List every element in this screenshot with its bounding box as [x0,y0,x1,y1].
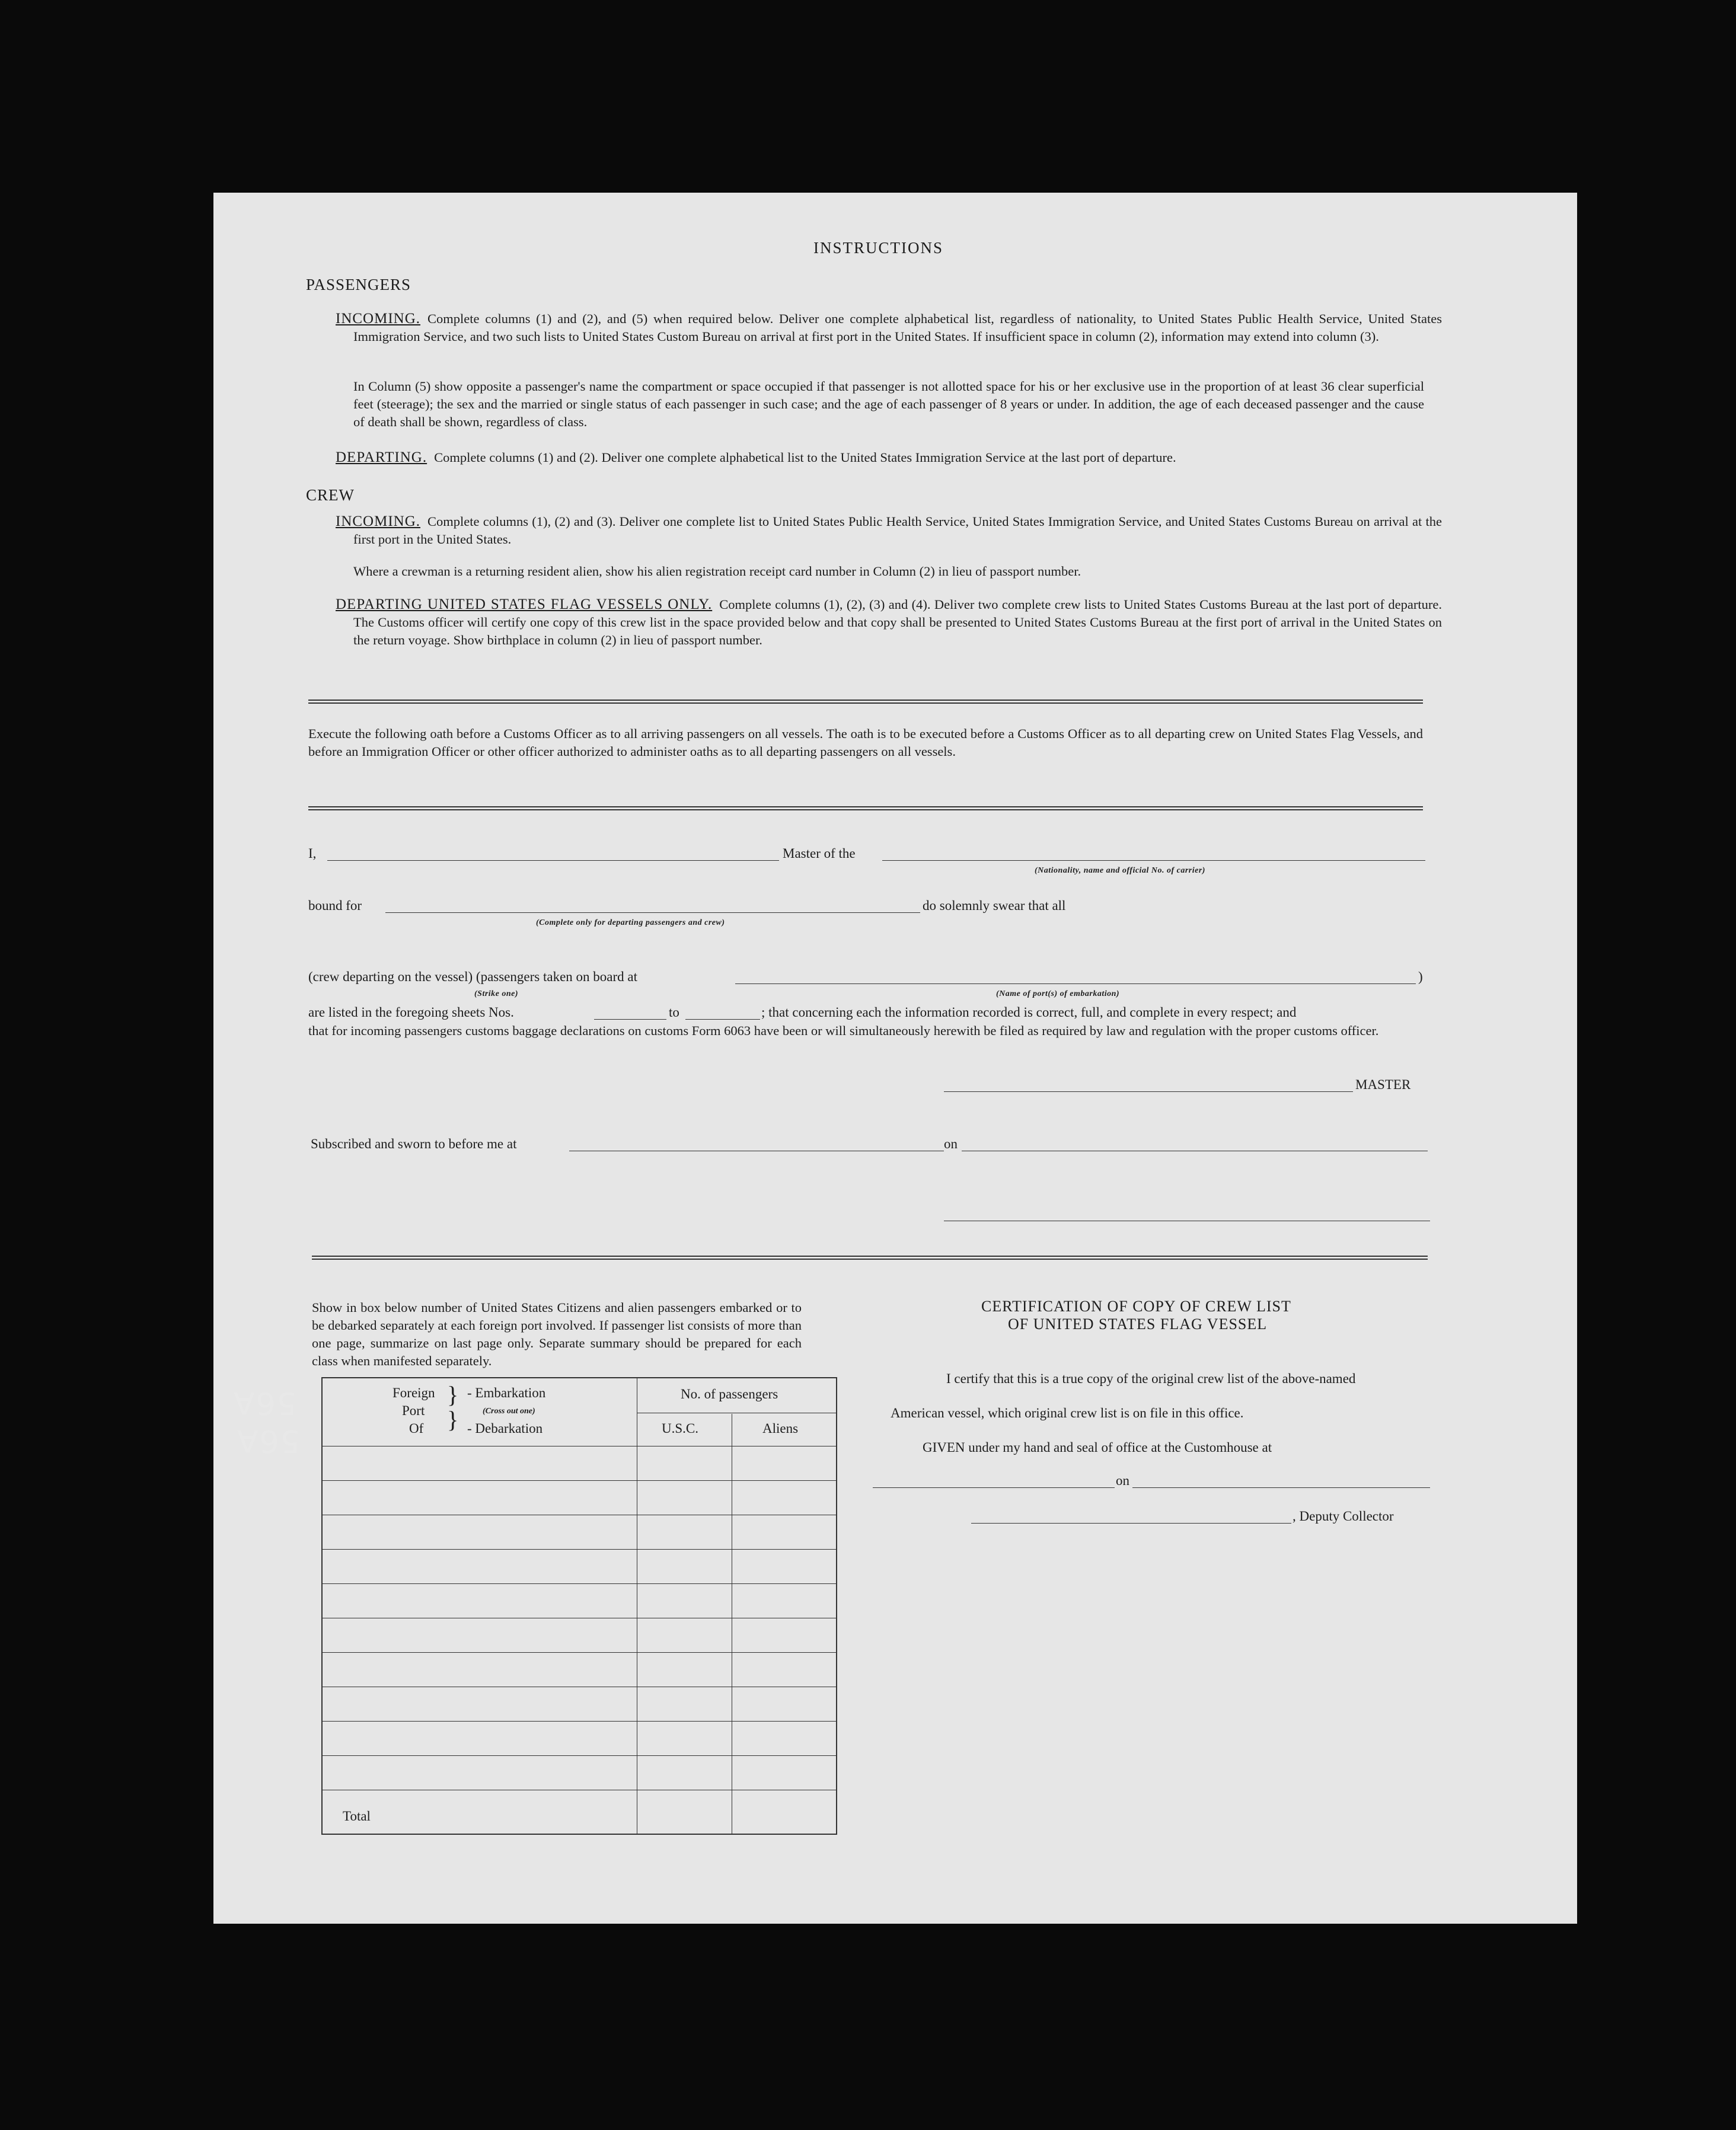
sheet-from-field[interactable] [594,1019,666,1020]
foreign-label: Foreign [392,1385,435,1400]
passengers-incoming [336,310,1442,346]
name-field[interactable] [327,860,779,861]
divider [308,700,1423,704]
page-title: INSTRUCTIONS [813,239,944,257]
oath-intro: Execute the following oath before a Customs Officer as to all arriving passengers on all vessels. The oath is to be executed before a Customs Officer as to all departing crew on United States Flag Vessels, and before an Immigration Officer or other officer authorized to administer oaths as to all departing passengers on all vessels. [308,726,1423,759]
crew-incoming-text: Complete columns (1), (2) and (3). Deliver one complete list to United States Public Health Service, United States Immigration Service, and United States Customs Bureau on arrival at the first port in the United States. [353,514,1442,547]
of-label: Of [409,1421,424,1436]
bound-caption: (Complete only for departing passengers and crew) [536,918,725,927]
certification-title-line1: CERTIFICATION OF COPY OF CREW LIST [981,1298,1291,1315]
brace-glyph: } [447,1381,459,1408]
crew-flag-vessels [336,596,1442,649]
aliens-header: Aliens [762,1421,799,1436]
flag-text: Complete columns (1), (2), (3) and (4). Deliver two complete crew lists to United States Customs Bureau at the last port of departure. The Customs officer will certify one copy of this crew list in the space provided below and that copy shall be presented to United States Customs Bureau at the first port of arrival in the United States on the return voyage. Show birthplace in column (2) in lieu of passport number. [353,597,1443,647]
certification-title-line2: OF UNITED STATES FLAG VESSEL [1008,1315,1268,1333]
listed-prefix: are listed in the foregoing sheets Nos. [308,1005,514,1020]
form-page [213,193,1577,1924]
sheet-to-field[interactable] [685,1019,760,1020]
i-label: I, [308,846,317,861]
usc-header: U.S.C. [662,1421,698,1436]
master-label: MASTER [1355,1077,1411,1092]
column5-instructions: In Column (5) show opposite a passenger's name the compartment or space occupied if that passenger is not allotted space for his or her exclusive use in the proportion of at least 36 clear superficial feet (steerage); the sex and the married or single status of each passenger in such case; and the age of each passenger of 8 years or under. In addition, the age of each deceased passenger and the cause of death shall be shown, regardless of class. [353,379,1424,429]
crewman-instructions: Where a crewman is a returning resident alien, show his alien registration receipt card number in Column (2) in lieu of passport number. [353,564,1081,579]
debarkation-label: - Debarkation [467,1421,543,1436]
table-row [323,1755,836,1756]
vessel-field[interactable] [882,860,1425,861]
swear-label: do solemnly swear that all [923,898,1066,913]
divider [312,1256,1428,1260]
table-row [323,1652,836,1653]
deputy-signature-field[interactable] [971,1523,1291,1524]
incoming-label: INCOMING. [336,311,421,327]
summary-instructions: Show in box below number of United States Citizens and alien passengers embarked or to be debarked separately at each foreign port involved. If passenger list consists of more than one page, summarize on last page only. Separate summary should be prepared for each class when manifested separately. [312,1300,802,1368]
crew-heading: CREW [306,486,355,504]
passengers-departing [336,449,1424,467]
divider [308,806,1423,810]
certification-date-field[interactable] [1132,1487,1430,1488]
listed-suffix: ; that concerning each the information recorded is correct, full, and complete in every respect; and [761,1005,1297,1020]
total-label: Total [343,1809,371,1824]
strike-caption: (Strike one) [474,989,519,998]
master-signature-field[interactable] [944,1091,1353,1092]
passengers-heading: PASSENGERS [306,276,411,293]
table-row [323,1480,836,1481]
listed-rest: that for incoming passengers customs baggage declarations on customs Form 6063 have been or will simultaneously herewith be filed as required by law and regulation with the proper customs officer. [308,1023,1379,1038]
master-of-the-label: Master of the [783,846,856,861]
on-label: on [944,1136,958,1151]
embarkation-port-field[interactable] [735,983,1416,984]
american-vessel-text: American vessel, which original crew list is on file in this office. [891,1406,1244,1420]
customhouse-field[interactable] [873,1487,1115,1488]
subscribed-label: Subscribed and sworn to before me at [311,1136,517,1151]
departing-text: Complete columns (1) and (2). Deliver one complete alphabetical list to the United States Immigration Service at the last port of departure. [434,450,1176,465]
embarkation-label: - Embarkation [467,1385,546,1400]
crew-departing-label: (crew departing on the vessel) (passengers taken on board at [308,969,637,984]
bound-for-label: bound for [308,898,362,913]
table-row [323,1583,836,1584]
flag-label: DEPARTING UNITED STATES FLAG VESSELS ONLY. [336,596,713,612]
close-paren: ) [1418,969,1423,984]
certification-on-label: on [1116,1473,1129,1488]
table-row [323,1549,836,1550]
cross-out-caption: (Cross out one) [483,1407,535,1416]
no-passengers-header: No. of passengers [681,1387,778,1401]
given-text: GIVEN under my hand and seal of office at the Customhouse at [923,1440,1272,1455]
deputy-collector-label: , Deputy Collector [1293,1509,1394,1524]
handwritten-mark: 56A [236,1423,300,1458]
nationality-caption: (Nationality, name and official No. of carrier) [1035,866,1205,875]
certify-text: I certify that this is a true copy of the original crew list of the above-named [946,1371,1356,1386]
crew-incoming-label: INCOMING. [336,513,421,529]
incoming-text: Complete columns (1) and (2), and (5) when required below. Deliver one complete alphabetical list, regardless of nationality, to United States Public Health Service, United States Immigration Service, and two such lists to United States Custom Bureau on arrival at first port in the United States. If insufficient space in column (2), information may extend into column (3). [353,311,1442,344]
table-row [323,1721,836,1722]
handwritten-mark: 56A [232,1385,296,1420]
departing-label: DEPARTING. [336,449,427,465]
bound-for-field[interactable] [385,912,920,913]
port-label: Port [402,1403,425,1418]
crew-incoming [336,513,1442,548]
brace-glyph: } [447,1406,459,1433]
to-label: to [669,1005,679,1020]
port-caption: (Name of port(s) of embarkation) [996,989,1120,998]
passenger-summary-table [321,1377,837,1835]
